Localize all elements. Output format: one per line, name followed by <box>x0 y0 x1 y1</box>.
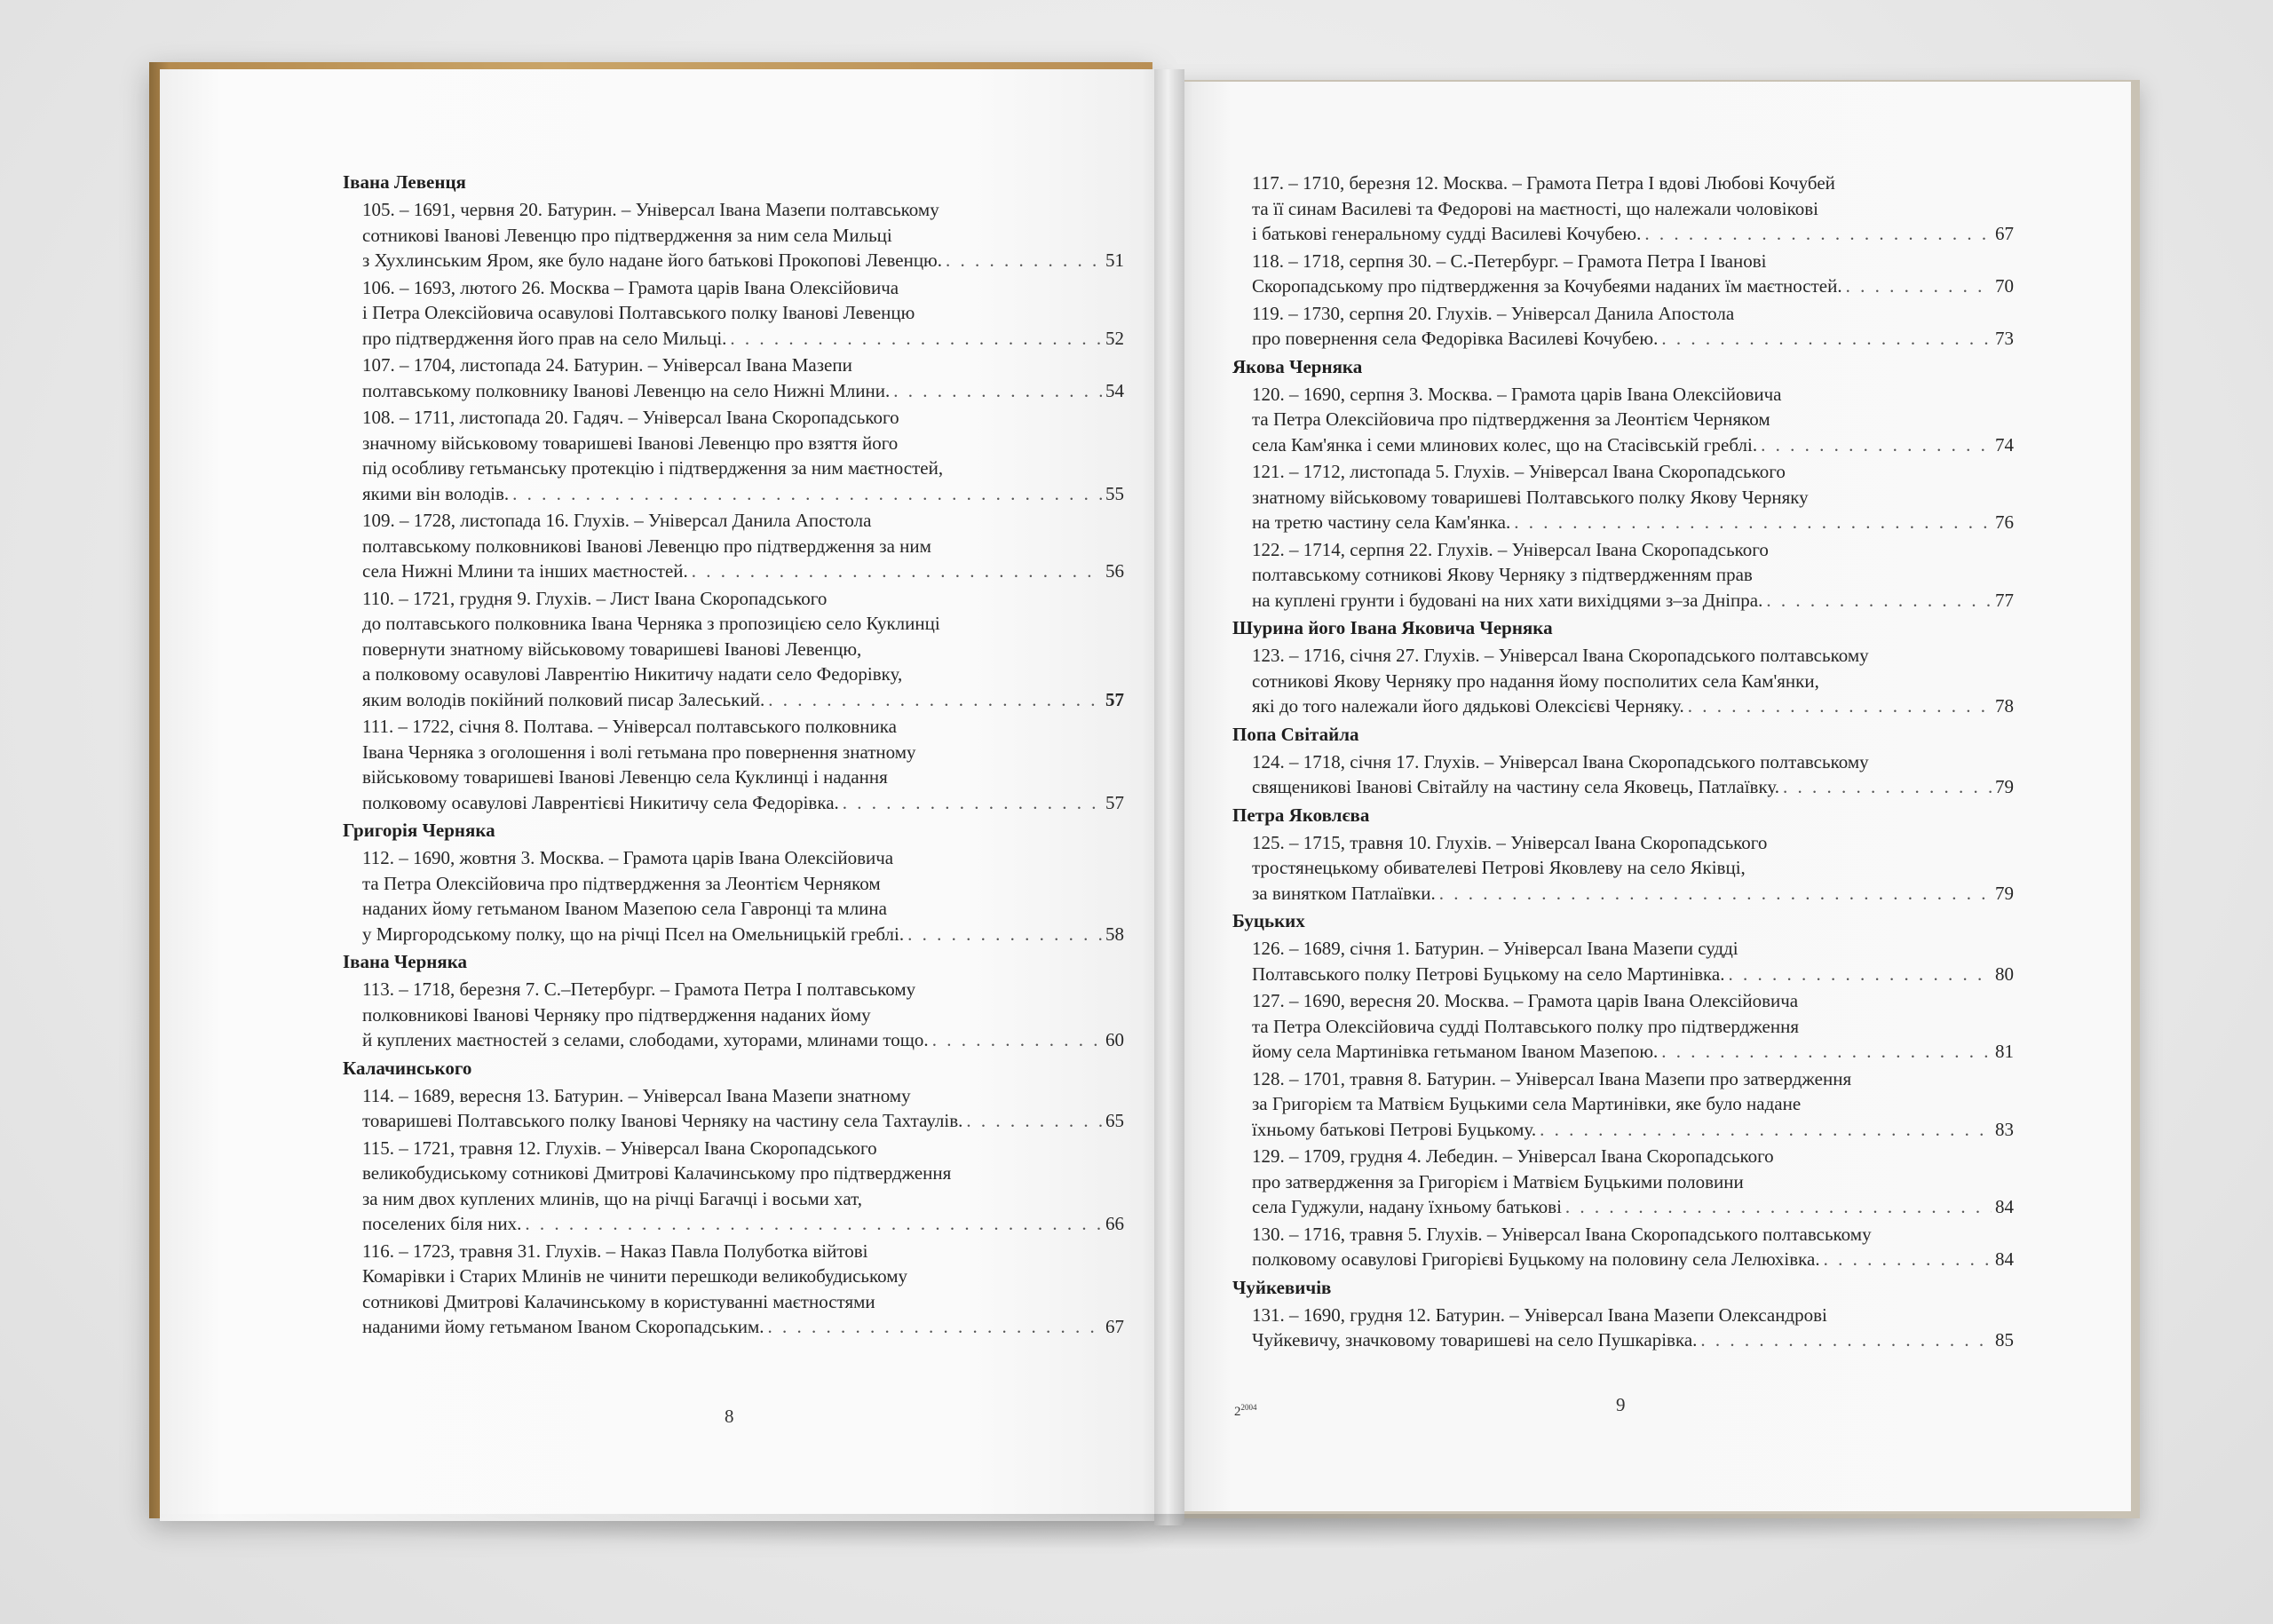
toc-entry-line <box>362 1239 1124 1264</box>
toc-entry-text: які до того належали його дядькові Олексієві Черняку. <box>1252 695 1684 717</box>
toc-entry-text: про затвердження за Григорієм і Матвієм Буцькими половини <box>1252 1170 1744 1192</box>
dot-leader <box>768 1314 1102 1340</box>
toc-page-number: 70 <box>1995 275 2014 297</box>
toc-entry <box>362 977 1124 1053</box>
toc-entry-text: 105. – 1691, червня 20. Батурин. – Універсал Івана Мазепи полтавському <box>362 199 939 220</box>
toc-page-number: 65 <box>1105 1110 1124 1131</box>
toc-entry-line <box>362 1186 1124 1212</box>
toc-entry <box>362 1239 1124 1340</box>
toc-entry <box>1252 1303 2014 1353</box>
toc-entry-line <box>362 714 1124 740</box>
toc-entry-text: Івана Черняка з оголошення і волі гетьмана про повернення знатному <box>362 741 916 763</box>
toc-entry-text: 129. – 1709, грудня 4. Лебедин. – Універсал Івана Скоропадського <box>1252 1145 1774 1167</box>
toc-entry-line <box>1252 432 2014 458</box>
toc-page-number: 78 <box>1995 695 2014 717</box>
toc-entry-text: 122. – 1714, серпня 22. Глухів. – Універсал Івана Скоропадського <box>1252 538 1769 560</box>
toc-entry-text: і Петра Олексійовича осавулові Полтавського полку Іванові Левенцю <box>362 302 915 323</box>
toc-entry-text: полтавському полковнику Іванові Левенцю на село Нижні Млини. <box>362 379 891 401</box>
toc-entry <box>1252 459 2014 535</box>
toc-entry-line <box>1252 881 2014 907</box>
toc-entry-text: 117. – 1710, березня 12. Москва. – Грамота Петра І вдові Любові Кочубей <box>1252 172 1835 194</box>
toc-entry-text: та її синам Василеві та Федорові на маєтності, що належали чоловікові <box>1252 197 1818 219</box>
toc-entry-text: 125. – 1715, травня 10. Глухів. – Універсал Івана Скоропадського <box>1252 831 1768 853</box>
toc-entry-text: 111. – 1722, січня 8. Полтава. – Універсал полтавського полковника <box>362 716 897 737</box>
toc-entry-line <box>1252 1303 2014 1328</box>
right-page-number: 9 <box>1616 1394 1626 1415</box>
toc-entry-text: 106. – 1693, лютого 26. Москва – Грамота царів Івана Олексійовича <box>362 276 899 298</box>
toc-entry-text: Полтавського полку Петрові Буцькому на село Мартинівка. <box>1252 963 1725 985</box>
dot-leader <box>1824 1247 1992 1272</box>
toc-entry-line <box>362 637 1124 662</box>
toc-entry <box>1252 643 2014 719</box>
dot-leader <box>768 687 1102 713</box>
toc-entry-text: села Кам'янка і семи млинових колес, що на Стасівській греблі. <box>1252 433 1758 456</box>
toc-entry-text: 113. – 1718, березня 7. С.–Петербург. – Грамота Петра І полтавському <box>362 978 916 1000</box>
toc-page-number: 60 <box>1105 1029 1124 1050</box>
toc-entry-text: та Петра Олексійовича про підтвердження за Леонтієм Черняком <box>362 872 881 894</box>
toc-entry-line <box>1252 537 2014 563</box>
section-heading: Петра Яковлєва <box>1232 804 1370 826</box>
toc-entry-text: 108. – 1711, листопада 20. Гадяч. – Універсал Івана Скоропадського <box>362 407 899 428</box>
signature-year: 2004 <box>1240 1403 1257 1412</box>
toc-entry-text: священикові Іванові Світайлу на частину села Яковець, Патлаївку. <box>1252 776 1780 797</box>
toc-entry-text: 110. – 1721, грудня 9. Глухів. – Лист Івана Скоропадського <box>362 587 828 609</box>
section-heading: Григорія Черняка <box>343 820 495 841</box>
toc-entry-line <box>362 481 1124 507</box>
signature-mark <box>1234 1403 1257 1420</box>
toc-entry-text: значному військовому товаришеві Іванові Левенцю про взяття його <box>362 432 899 454</box>
toc-entry-text: та Петра Олексійовича судді Полтавського полку про підтвердження <box>1252 1015 1800 1037</box>
toc-entry-line <box>1252 962 2014 987</box>
left-page-number: 8 <box>725 1406 734 1427</box>
toc-entry-line <box>362 1289 1124 1315</box>
toc-entry-text: Комарівки і Старих Млинів не чинити перешкоди великобудиському <box>362 1265 908 1287</box>
dot-leader <box>946 248 1102 273</box>
toc-entry-line <box>362 740 1124 765</box>
toc-entry-text: полковому осавулові Лаврентієві Никитичу села Федорівка. <box>362 791 839 813</box>
dot-leader <box>1439 881 1992 907</box>
toc-entry-text: й куплених маєтностей з селами, слободами, хуторами, млинами тощо. <box>362 1029 929 1050</box>
toc-entry-line <box>1252 273 2014 299</box>
toc-entry-text: повернути знатному військовому товаришеві Іванові Левенцю, <box>362 638 862 660</box>
toc-entry-text: йому села Мартинівка гетьманом Іваном Мазепою. <box>1252 1041 1659 1062</box>
toc-page-number: 55 <box>1105 482 1124 504</box>
toc-entry <box>362 275 1124 352</box>
toc-entry-line <box>362 378 1124 404</box>
toc-entry-text: за винятком Патлаївки. <box>1252 882 1436 904</box>
toc-entry-line <box>362 586 1124 612</box>
toc-entry-line <box>1252 749 2014 775</box>
toc-entry <box>1252 170 2014 247</box>
toc-entry-text: полковникові Іванові Черняку про підтвердження наданих йому <box>362 1003 871 1026</box>
signature-number: 2 <box>1234 1405 1241 1419</box>
dot-leader <box>893 378 1102 404</box>
toc-page-number: 57 <box>1105 688 1124 710</box>
toc-entry-text: у Миргородському полку, що на річці Псел на Омельницькій греблі. <box>362 923 905 945</box>
toc-entry-text: якими він володів. <box>362 482 510 504</box>
toc-entry <box>1252 249 2014 299</box>
toc-entry-text: 121. – 1712, листопада 5. Глухів. – Універсал Івана Скоропадського <box>1252 461 1786 482</box>
toc-entry-line <box>362 300 1124 326</box>
toc-entry <box>1252 749 2014 800</box>
toc-entry-text: військовому товаришеві Іванові Левенцю села Куклинці і надання <box>362 766 888 788</box>
toc-entry-text: 112. – 1690, жовтня 3. Москва. – Грамота царів Івана Олексійовича <box>362 847 894 868</box>
toc-entry <box>362 845 1124 947</box>
toc-entry <box>1252 537 2014 614</box>
toc-entry-line <box>1252 693 2014 719</box>
toc-page-number: 73 <box>1995 328 2014 349</box>
toc-entry-line <box>1252 326 2014 352</box>
section-heading: Івана Черняка <box>343 951 468 972</box>
toc-page-number: 79 <box>1995 882 2014 904</box>
toc-entry <box>362 1083 1124 1134</box>
dot-leader <box>512 481 1102 507</box>
dot-leader <box>1661 1039 1992 1065</box>
dot-leader <box>1700 1327 1992 1353</box>
section-heading: Якова Черняка <box>1232 355 1363 377</box>
dot-leader <box>525 1211 1102 1237</box>
toc-entry-text: 126. – 1689, січня 1. Батурин. – Універсал Івана Мазепи судді <box>1252 938 1738 959</box>
section-heading: Чуйкевичів <box>1232 1276 1332 1298</box>
dot-leader <box>692 558 1102 584</box>
toc-entry-line <box>362 661 1124 687</box>
toc-entry-line <box>362 326 1124 352</box>
dot-leader <box>1783 774 1992 800</box>
toc-entry-line <box>1252 221 2014 247</box>
toc-entry-text: товаришеві Полтавського полку Іванові Черняку на частину села Тахтаулів. <box>362 1110 963 1131</box>
toc-entry-text: на третю частину села Кам'янка. <box>1252 511 1511 533</box>
toc-entry-line <box>362 248 1124 273</box>
toc-entry <box>362 353 1124 403</box>
toc-entry-line <box>1252 1117 2014 1143</box>
toc-entry-text: 115. – 1721, травня 12. Глухів. – Універсал Івана Скоропадського <box>362 1137 877 1159</box>
toc-entry-line <box>362 1002 1124 1028</box>
toc-entry-line <box>362 1108 1124 1134</box>
toc-entry-line <box>1252 1247 2014 1272</box>
toc-entry-text: 116. – 1723, травня 31. Глухів. – Наказ Павла Полуботка війтові <box>362 1240 868 1262</box>
toc-entry-line <box>362 896 1124 922</box>
toc-entry-line <box>1252 1194 2014 1220</box>
toc-entry-text: 124. – 1718, січня 17. Глухів. – Універсал Івана Скоропадського полтавському <box>1252 750 1869 772</box>
toc-entry-text: за Григорієм та Матвієм Буцькими села Мартинівки, яке було надане <box>1252 1093 1802 1114</box>
toc-page-number: 77 <box>1995 589 2014 611</box>
book-gutter <box>1154 69 1184 1525</box>
toc-page-number: 66 <box>1105 1213 1124 1234</box>
toc-entry-line <box>1252 510 2014 535</box>
toc-entry-text: села Нижні Млини та інших маєтностей. <box>362 560 688 582</box>
toc-entry-text: полтавському сотникові Якову Черняку з підтвердженням прав <box>1252 564 1753 585</box>
toc-entry <box>1252 1144 2014 1220</box>
dot-leader <box>966 1108 1102 1134</box>
section-heading: Івана Левенця <box>343 171 466 193</box>
toc-entry <box>1252 988 2014 1065</box>
toc-entry-text: сотникові Іванові Левенцю про підтвердження за ним села Мильці <box>362 224 892 246</box>
toc-page-number: 51 <box>1105 250 1124 271</box>
toc-entry-text: яким володів покійний полковий писар Залеський. <box>362 688 765 710</box>
toc-entry-text: тростянецькому обивателеві Петрові Яковлеву на село Яківці, <box>1252 857 1746 878</box>
toc-entry-text: а полковому осавулові Лаврентію Никитичу надати село Федорівку, <box>362 663 903 685</box>
toc-entry-line <box>362 1264 1124 1289</box>
toc-entry-line <box>1252 562 2014 588</box>
toc-entry-text: 128. – 1701, травня 8. Батурин. – Універсал Івана Мазепи про затвердження <box>1252 1067 1852 1089</box>
toc-page-number: 67 <box>1105 1316 1124 1337</box>
toc-entry-text: під особливу гетьманську протекцію і підтвердження за ним маєтностей, <box>362 457 944 479</box>
toc-page-number: 80 <box>1995 963 2014 985</box>
toc-entry-line <box>1252 1222 2014 1248</box>
toc-entry <box>362 508 1124 584</box>
section-heading: Шурина його Івана Яковича Черняка <box>1232 617 1553 638</box>
toc-page-number: 56 <box>1105 560 1124 582</box>
toc-entry-text: про повернення села Федорівка Василеві Кочубею. <box>1252 328 1659 349</box>
toc-entry-text: 120. – 1690, серпня 3. Москва. – Грамота царів Івана Олексійовича <box>1252 383 1782 405</box>
toc-page-number: 84 <box>1995 1196 2014 1217</box>
toc-entry-text: Скоропадському про підтвердження за Кочубеями наданих їм маєтностей. <box>1252 275 1842 297</box>
toc-page-number: 57 <box>1105 791 1124 813</box>
section-heading: Калачинського <box>343 1057 472 1079</box>
toc-entry-line <box>362 1027 1124 1053</box>
toc-entry-line <box>1252 196 2014 222</box>
dot-leader <box>932 1027 1102 1053</box>
toc-entry-line <box>1252 407 2014 432</box>
toc-entry-text: сотникові Дмитрові Калачинському в користуванні маєтностями <box>362 1290 875 1312</box>
toc-entry-line <box>1252 1091 2014 1117</box>
toc-entry-line <box>362 922 1124 947</box>
toc-entry-text: поселених біля них. <box>362 1213 522 1234</box>
toc-page-number: 76 <box>1995 511 2014 533</box>
section-heading: Попа Світайла <box>1232 723 1359 745</box>
toc-entry-line <box>1252 382 2014 408</box>
dot-leader <box>1644 221 1992 247</box>
toc-entry-line <box>362 405 1124 431</box>
toc-entry-line <box>362 1314 1124 1340</box>
toc-entry-line <box>1252 1327 2014 1353</box>
toc-entry-text: 114. – 1689, вересня 13. Батурин. – Універсал Івана Мазепи знатному <box>362 1084 911 1106</box>
toc-entry-line <box>1252 1144 2014 1169</box>
toc-page-number: 85 <box>1995 1329 2014 1351</box>
toc-entry-text: 107. – 1704, листопада 24. Батурин. – Універсал Івана Мазепи <box>362 354 852 376</box>
toc-page-number: 83 <box>1995 1118 2014 1140</box>
toc-entry-line <box>362 431 1124 456</box>
toc-entry-text: за ним двох куплених млинів, що на річці Багачці і восьми хат, <box>362 1187 862 1209</box>
toc-entry-line <box>362 871 1124 897</box>
toc-entry-line <box>1252 1169 2014 1195</box>
toc-entry <box>362 714 1124 815</box>
toc-entry-line <box>362 558 1124 584</box>
toc-entry-text: знатному військовому товаришеві Полтавського полку Якову Черняку <box>1252 486 1809 508</box>
toc-entry-text: про підтвердження його прав на село Мильці. <box>362 327 727 349</box>
dot-leader <box>1846 273 1992 299</box>
toc-entry-text: 130. – 1716, травня 5. Глухів. – Універсал Івана Скоропадського полтавському <box>1252 1223 1872 1245</box>
toc-page-number: 74 <box>1995 433 2014 456</box>
toc-entry-line <box>362 611 1124 637</box>
toc-entry-line <box>362 1211 1124 1237</box>
toc-page-number: 52 <box>1105 327 1124 349</box>
toc-entry-text: полтавському полковникові Іванові Левенцю про підтвердження за ним <box>362 535 931 557</box>
toc-page-number: 67 <box>1995 223 2014 244</box>
toc-entry-line <box>1252 588 2014 614</box>
toc-entry-line <box>362 1083 1124 1109</box>
dot-leader <box>1728 962 1992 987</box>
toc-entry-text: села Гуджули, надану їхньому батькові <box>1252 1196 1562 1217</box>
toc-entry-text: наданих йому гетьманом Іваном Мазепою села Гавронці та млина <box>362 898 887 919</box>
toc-entry-line <box>362 534 1124 559</box>
toc-entry <box>1252 1066 2014 1143</box>
toc-entry-line <box>1252 830 2014 856</box>
toc-entry-text: та Петра Олексійовича про підтвердження за Леонтієм Черняком <box>1252 408 1770 430</box>
dot-leader <box>1661 326 1992 352</box>
toc-entry-line <box>1252 301 2014 327</box>
toc-entry-text: з Хухлинським Яром, яке було надане його батькові Прокопові Левенцю. <box>362 250 942 271</box>
toc-entry <box>1252 301 2014 352</box>
toc-entry-line <box>1252 988 2014 1014</box>
toc-entry-line <box>362 845 1124 871</box>
toc-entry-line <box>362 223 1124 249</box>
toc-entry-text: наданими йому гетьманом Іваном Скоропадським. <box>362 1316 764 1337</box>
toc-entry <box>362 405 1124 506</box>
dot-leader <box>1514 510 1992 535</box>
toc-entry-line <box>362 1161 1124 1186</box>
toc-entry-text: полковому осавулові Григорієві Буцькому на половину села Лелюхівка. <box>1252 1248 1820 1270</box>
toc-entry-line <box>1252 643 2014 669</box>
dot-leader <box>843 790 1102 816</box>
toc-entry-line <box>362 508 1124 534</box>
toc-entry-text: 118. – 1718, серпня 30. – С.-Петербург. – Грамота Петра І Іванові <box>1252 250 1767 272</box>
toc-entry-line <box>362 197 1124 223</box>
toc-page-number: 81 <box>1995 1041 2014 1062</box>
dot-leader <box>730 326 1102 352</box>
dot-leader <box>1766 588 1992 614</box>
toc-entry-line <box>1252 459 2014 485</box>
toc-entry-text: Чуйкевичу, значковому товаришеві на село Пушкарівка. <box>1252 1329 1698 1351</box>
toc-entry <box>362 586 1124 713</box>
toc-entry-text: на куплені грунти і будовані на них хати вихідцями з–за Дніпра. <box>1252 589 1763 611</box>
dot-leader <box>1540 1117 1992 1143</box>
toc-entry <box>362 1136 1124 1237</box>
toc-entry-text: великобудиському сотникові Дмитрові Калачинському про підтвердження <box>362 1162 952 1184</box>
toc-entry-line <box>1252 855 2014 881</box>
toc-page-number: 84 <box>1995 1248 2014 1270</box>
toc-entry-text: 131. – 1690, грудня 12. Батурин. – Універсал Івана Мазепи Олександрові <box>1252 1303 1827 1326</box>
toc-entry-text: 109. – 1728, листопада 16. Глухів. – Універсал Данила Апостола <box>362 510 872 531</box>
toc-entry-line <box>1252 774 2014 800</box>
toc-entry-line <box>362 456 1124 481</box>
section-heading: Буцьких <box>1232 910 1305 931</box>
toc-entry <box>1252 1222 2014 1272</box>
dot-leader <box>1688 693 1992 719</box>
toc-entry-text: 119. – 1730, серпня 20. Глухів. – Універсал Данила Апостола <box>1252 302 1735 324</box>
toc-entry-text: і батькові генеральному судді Василеві Кочубею. <box>1252 223 1642 244</box>
toc-entry <box>1252 830 2014 907</box>
toc-entry-line <box>362 1136 1124 1161</box>
toc-entry-text: до полтавського полковника Івана Черняка з пропозицією село Куклинці <box>362 613 940 634</box>
toc-entry-line <box>1252 1014 2014 1040</box>
toc-entry <box>362 197 1124 273</box>
toc-entry-line <box>362 275 1124 301</box>
toc-entry-line <box>1252 170 2014 196</box>
dot-leader <box>1761 432 1992 458</box>
book-shadow <box>133 1514 2140 1549</box>
toc-entry-line <box>362 977 1124 1002</box>
toc-entry-text: сотникові Якову Черняку про надання йому посполитих села Кам'янки, <box>1252 669 1819 692</box>
toc-entry-text: їхньому батькові Петрові Буцькому. <box>1252 1118 1537 1140</box>
dot-leader <box>907 922 1102 947</box>
toc-entry-line <box>362 764 1124 790</box>
right-page-toc <box>1232 169 2014 1355</box>
toc-entry-line <box>362 353 1124 378</box>
toc-entry <box>1252 382 2014 458</box>
toc-entry <box>1252 936 2014 986</box>
toc-entry-line <box>1252 1039 2014 1065</box>
toc-entry-line <box>1252 1066 2014 1092</box>
dot-leader <box>1565 1194 1992 1220</box>
toc-entry-line <box>1252 249 2014 274</box>
toc-page-number: 54 <box>1105 379 1124 401</box>
toc-entry-line <box>362 790 1124 816</box>
toc-page-number: 79 <box>1995 776 2014 797</box>
left-page-toc <box>343 169 1124 1342</box>
toc-entry-line <box>1252 485 2014 511</box>
toc-entry-line <box>1252 669 2014 694</box>
toc-entry-text: 127. – 1690, вересня 20. Москва. – Грамота царів Івана Олексійовича <box>1252 990 1799 1011</box>
toc-entry-line <box>1252 936 2014 962</box>
toc-entry-text: 123. – 1716, січня 27. Глухів. – Універсал Івана Скоропадського полтавському <box>1252 645 1869 666</box>
toc-entry-line <box>362 687 1124 713</box>
toc-page-number: 58 <box>1105 923 1124 945</box>
